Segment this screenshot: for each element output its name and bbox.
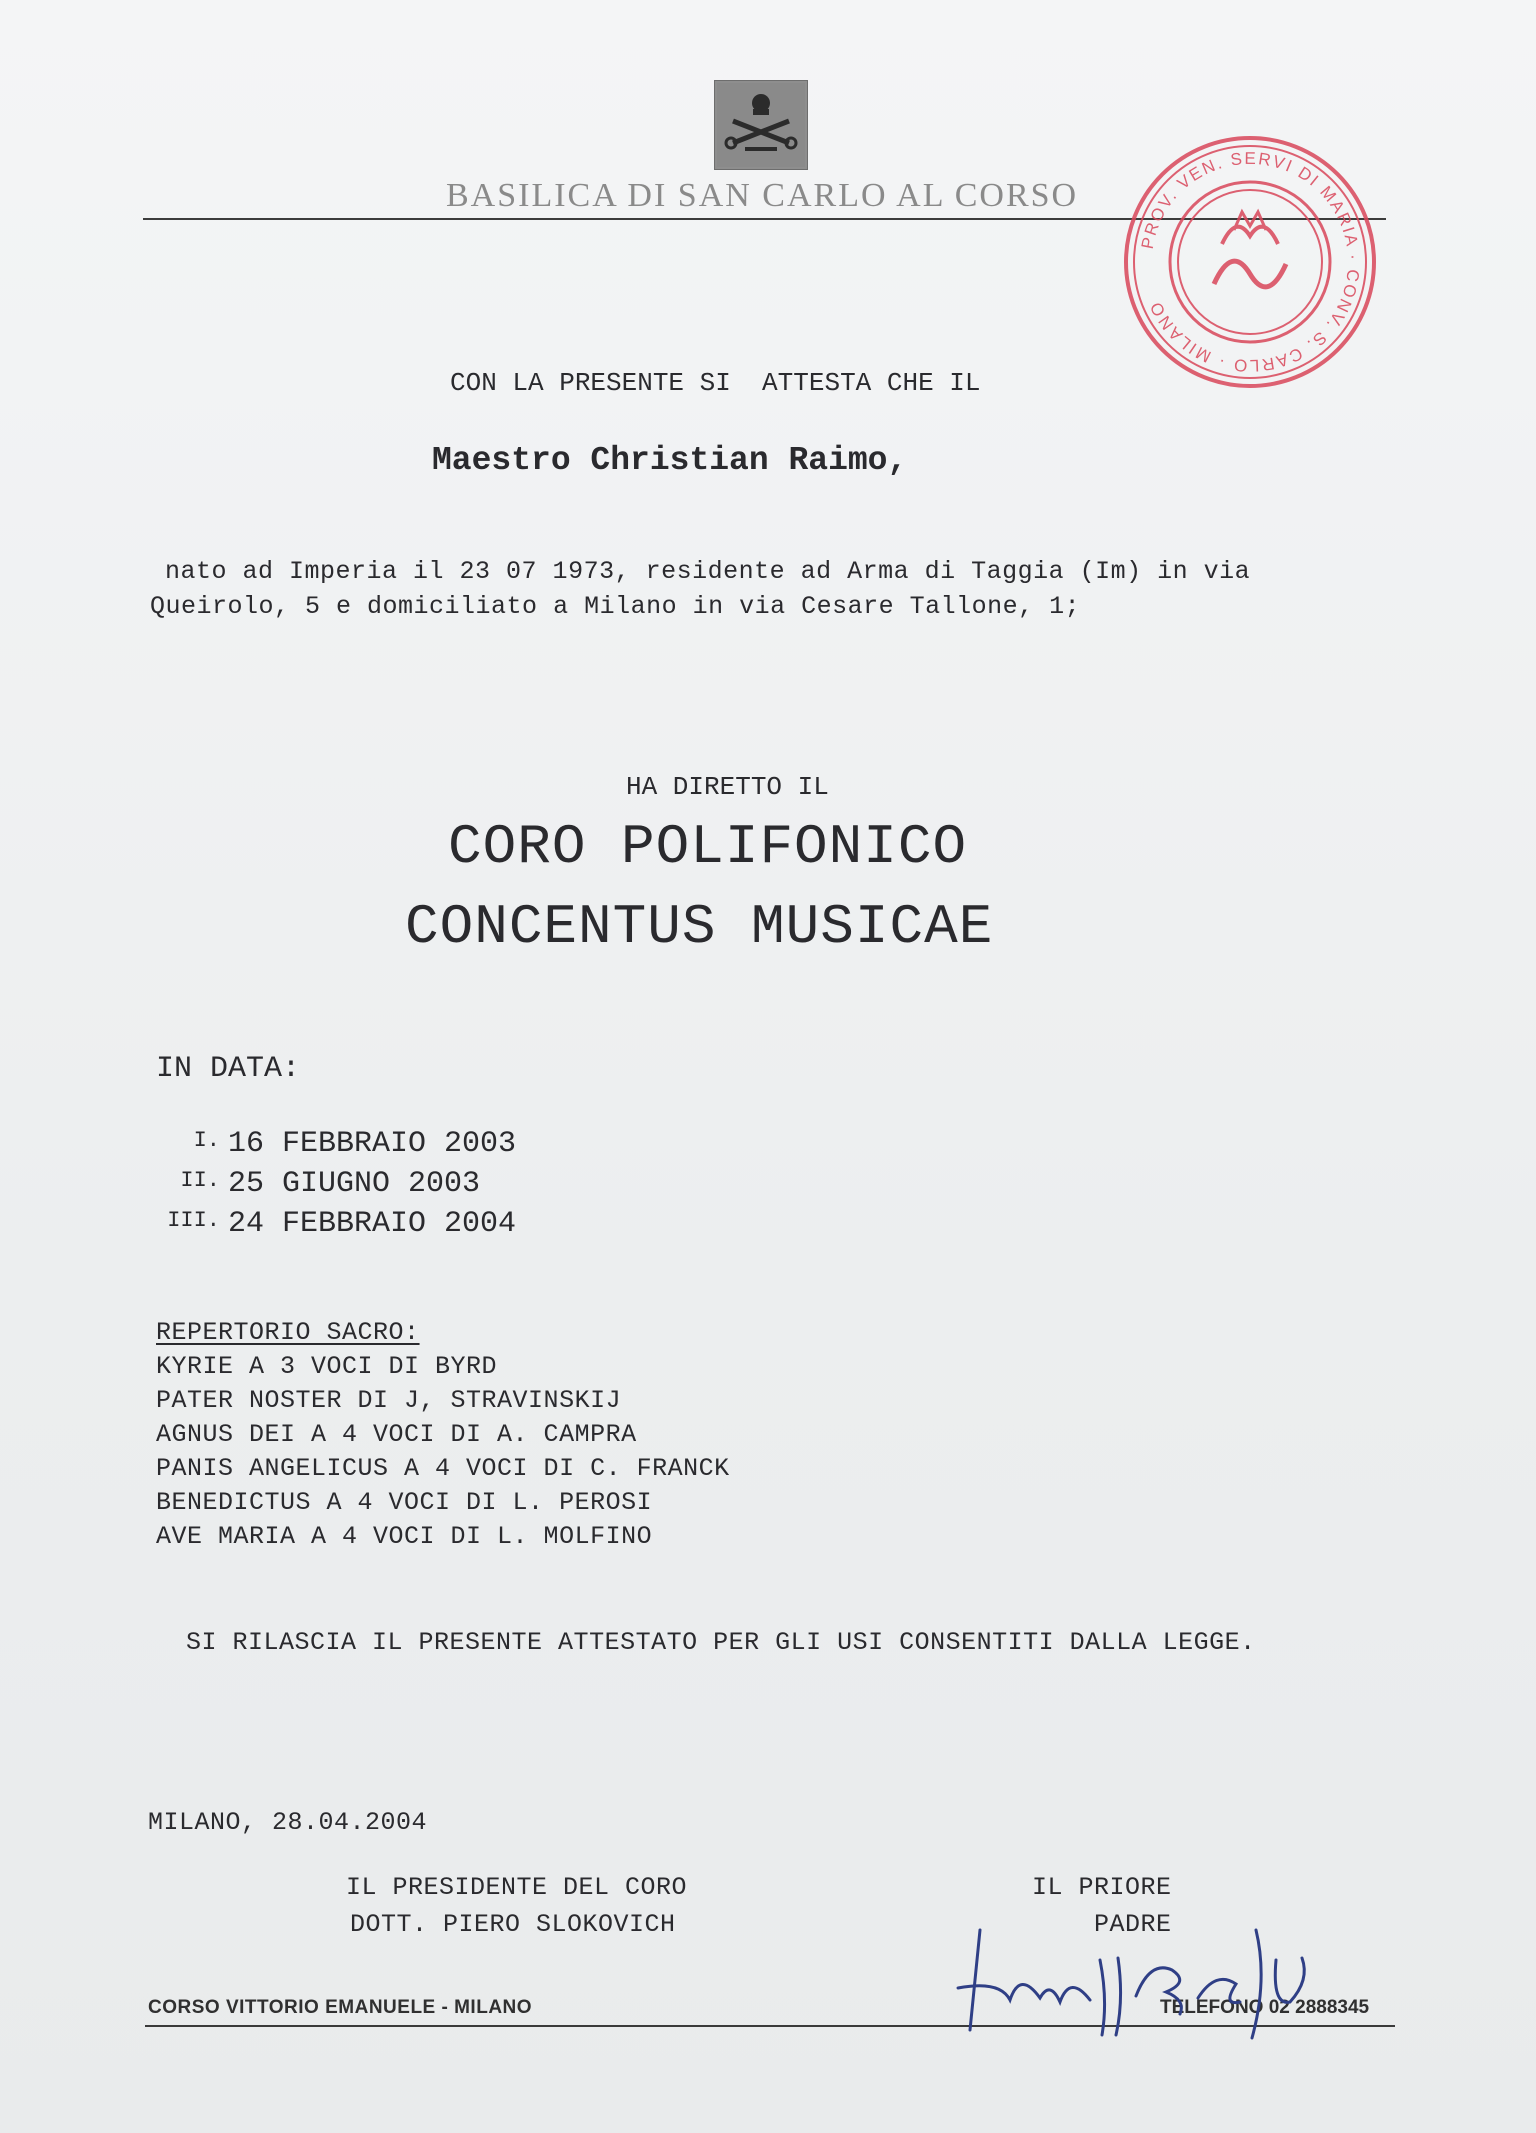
repertoire-item: BENEDICTUS A 4 VOCI DI L. PEROSI bbox=[156, 1488, 653, 1517]
footer-phone: TELEFONO 02 2888345 bbox=[1160, 1997, 1370, 2018]
president-name: DOTT. PIERO SLOKOVICH bbox=[350, 1910, 676, 1939]
repertoire-item: AVE MARIA A 4 VOCI DI L. MOLFINO bbox=[156, 1522, 653, 1551]
president-title: IL PRESIDENTE DEL CORO bbox=[346, 1873, 688, 1902]
repertoire-title: REPERTORIO SACRO: bbox=[156, 1318, 420, 1347]
date-numeral-2: II. bbox=[180, 1168, 220, 1193]
repertoire-item: AGNUS DEI A 4 VOCI DI A. CAMPRA bbox=[156, 1420, 637, 1449]
prior-title: IL PRIORE bbox=[1032, 1873, 1172, 1902]
repertoire-item: PATER NOSTER DI J, STRAVINSKIJ bbox=[156, 1386, 622, 1415]
date-2: 25 GIUGNO 2003 bbox=[228, 1167, 481, 1201]
repertoire-item: KYRIE A 3 VOCI DI BYRD bbox=[156, 1352, 498, 1381]
conducted-label: HA DIRETTO IL bbox=[626, 772, 829, 802]
dates-label: IN DATA: bbox=[156, 1052, 301, 1086]
date-numeral-3: III. bbox=[167, 1208, 220, 1233]
release-statement: SI RILASCIA IL PRESENTE ATTESTATO PER GLI USI CONSENTITI DALLA LEGGE. bbox=[186, 1628, 1256, 1657]
place-date: MILANO, 28.04.2004 bbox=[148, 1808, 428, 1837]
date-1: 16 FEBBRAIO 2003 bbox=[228, 1127, 517, 1161]
choir-name-line-2: CONCENTUS MUSICAE bbox=[405, 895, 994, 959]
prior-name: PADRE bbox=[1094, 1910, 1172, 1939]
date-3: 24 FEBBRAIO 2004 bbox=[228, 1207, 517, 1241]
institution-name: BASILICA DI SAN CARLO AL CORSO bbox=[446, 177, 1079, 214]
intro-text: CON LA PRESENTE SI ATTESTA CHE IL bbox=[450, 368, 981, 398]
papal-keys-crest-icon bbox=[714, 80, 808, 170]
bio-line-2: Queirolo, 5 e domiciliato a Milano in via Cesare Tallone, 1; bbox=[150, 592, 1081, 621]
recipient-name: Maestro Christian Raimo, bbox=[432, 442, 908, 479]
handwritten-signature bbox=[940, 1910, 1360, 2040]
bio-line-1: nato ad Imperia il 23 07 1973, residente ad Arma di Taggia (Im) in via bbox=[165, 557, 1251, 586]
footer-address: CORSO VITTORIO EMANUELE - MILANO bbox=[148, 1997, 533, 2018]
choir-name-line-1: CORO POLIFONICO bbox=[448, 815, 968, 879]
date-numeral-1: I. bbox=[193, 1128, 220, 1153]
stamp-ring-text: PROV. VEN. SERVI DI MARIA · CONV. S. CARLO · MILANO bbox=[1137, 148, 1364, 376]
repertoire-item: PANIS ANGELICUS A 4 VOCI DI C. FRANCK bbox=[156, 1454, 730, 1483]
convent-stamp bbox=[1122, 134, 1378, 390]
